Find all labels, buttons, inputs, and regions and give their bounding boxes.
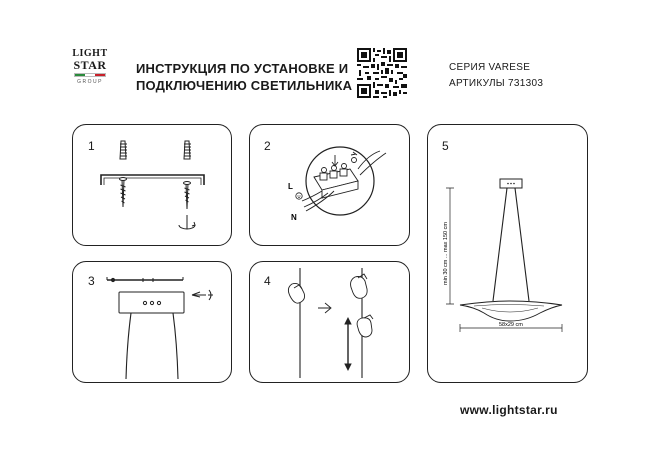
- mounting-bracket-illustration: [73, 125, 233, 247]
- step-1-panel: [72, 124, 232, 246]
- qr-code-icon[interactable]: [357, 48, 407, 98]
- step-3-panel: [72, 261, 232, 383]
- dimensions-illustration: [428, 125, 589, 384]
- step-number: 2: [264, 139, 271, 153]
- height-dimension-label: min 30 cm ... max 150 cm: [443, 222, 449, 285]
- product-info: [449, 60, 543, 92]
- wire-label-n: N: [291, 213, 297, 222]
- logo-text-group: GROUP: [77, 79, 103, 85]
- step-number: 1: [88, 139, 95, 153]
- logo-text-star: STAR: [73, 58, 107, 72]
- canopy-mount-illustration: [73, 262, 233, 384]
- step-2-panel: [249, 124, 410, 246]
- logo-text-light: LIGHT: [72, 48, 108, 59]
- step-number: 5: [442, 139, 449, 153]
- website-link[interactable]: www.lightstar.ru: [460, 403, 558, 417]
- logo-flag-stripe: [74, 73, 106, 77]
- wiring-illustration: [250, 125, 411, 247]
- wire-label-l: L: [288, 182, 293, 191]
- step-number: 4: [264, 274, 271, 288]
- brand-logo: [68, 49, 112, 101]
- height-adjust-illustration: [250, 262, 411, 384]
- article-label: АРТИКУЛЫ 731303: [449, 78, 544, 89]
- title-line-1: ИНСТРУКЦИЯ ПО УСТАНОВКЕ И: [136, 61, 349, 76]
- size-dimension-label: 58x29 cm: [499, 322, 523, 328]
- title-line-2: ПОДКЛЮЧЕНИЮ СВЕТИЛЬНИКА: [136, 78, 353, 93]
- step-4-panel: [249, 261, 410, 383]
- step-5-panel: [427, 124, 588, 383]
- page-title: [136, 60, 352, 94]
- series-label: СЕРИЯ VARESE: [449, 62, 531, 73]
- step-number: 3: [88, 274, 95, 288]
